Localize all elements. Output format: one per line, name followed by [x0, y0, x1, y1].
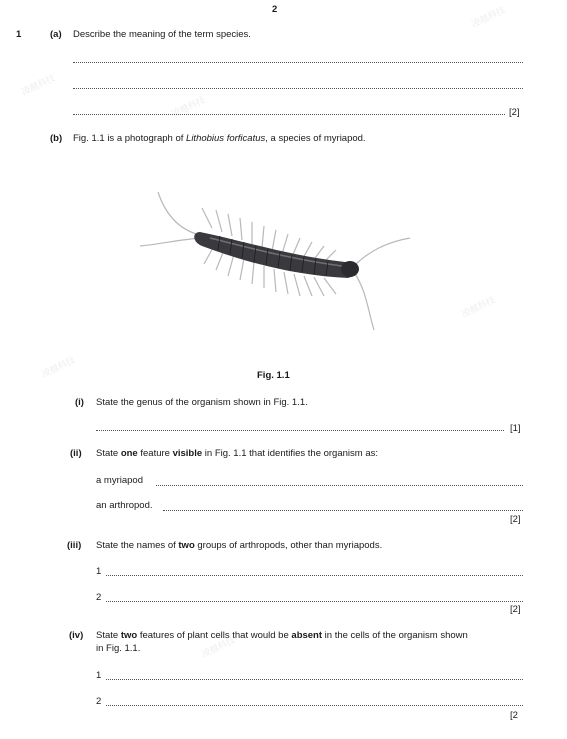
marks-ii: [2] [510, 514, 521, 525]
answer-line[interactable] [106, 575, 523, 576]
watermark: 凌越科技 [19, 72, 57, 98]
watermark: 凌越科技 [39, 354, 77, 380]
marks-iii: [2] [510, 604, 521, 615]
part-i-text: State the genus of the organism shown in Fig. 1.1. [96, 397, 308, 408]
part-a-text: Describe the meaning of the term species. [73, 29, 251, 40]
figure-caption: Fig. 1.1 [257, 370, 290, 381]
centipede-photo [130, 180, 420, 340]
part-iv-label: (iv) [69, 630, 84, 641]
part-b-text: Fig. 1.1 is a photograph of Lithobius forficatus, a species of myriapod. [73, 133, 366, 144]
myriapod-label: a myriapod [96, 475, 143, 486]
answer-line[interactable] [96, 430, 504, 431]
watermark: 凌越科技 [199, 634, 237, 660]
item-number: 1 [96, 670, 102, 681]
arthropod-label: an arthropod. [96, 500, 153, 511]
part-i-label: (i) [75, 397, 84, 408]
watermark: 凌越科技 [459, 294, 497, 320]
answer-line[interactable] [106, 679, 523, 680]
marks-i: [1] [510, 423, 521, 434]
part-iv-text-cont: in Fig. 1.1. [96, 643, 141, 654]
part-ii-label: (ii) [70, 448, 82, 459]
answer-line[interactable] [73, 88, 523, 89]
marks-a: [2] [509, 107, 520, 118]
answer-line[interactable] [73, 114, 505, 115]
species-name: Lithobius forficatus [186, 133, 266, 144]
part-ii-text: State one feature visible in Fig. 1.1 that identifies the organism as: [96, 448, 378, 459]
part-a-label: (a) [50, 29, 62, 40]
part-iii-text: State the names of two groups of arthropods, other than myriapods. [96, 540, 383, 551]
answer-line[interactable] [106, 705, 523, 706]
item-number: 2 [96, 592, 102, 603]
part-b-label: (b) [50, 133, 63, 144]
watermark: 凌越科技 [469, 4, 507, 30]
page-number: 2 [272, 4, 278, 15]
answer-line[interactable] [163, 510, 523, 511]
answer-line[interactable] [73, 62, 523, 63]
answer-line[interactable] [156, 485, 523, 486]
part-iv-text: State two features of plant cells that would be absent in the cells of the organism shown [96, 630, 468, 641]
watermark: 凌越科技 [169, 94, 207, 120]
marks-iv: [2 [510, 710, 518, 721]
question-number: 1 [16, 29, 22, 40]
part-iii-label: (iii) [67, 540, 82, 551]
item-number: 2 [96, 696, 102, 707]
item-number: 1 [96, 566, 102, 577]
answer-line[interactable] [106, 601, 523, 602]
